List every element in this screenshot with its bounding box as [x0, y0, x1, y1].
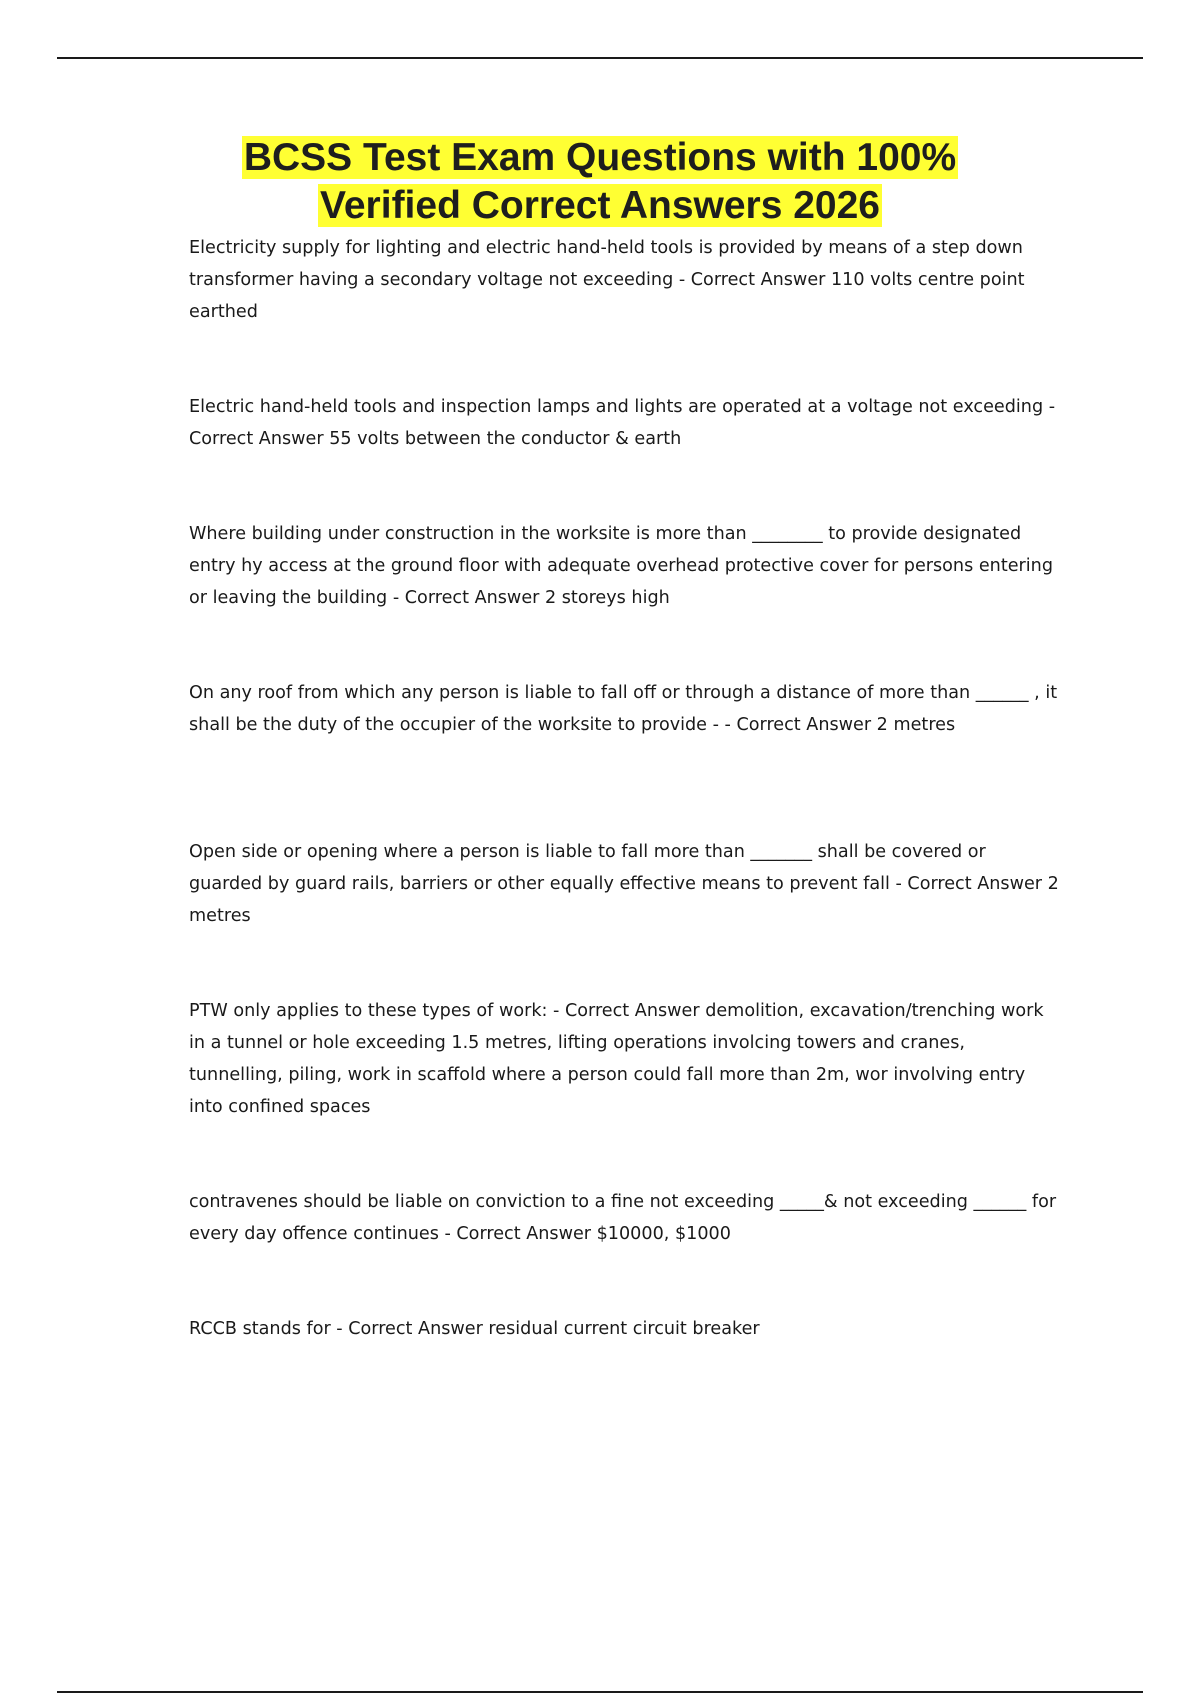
title-line-2: Verified Correct Answers 2026 — [320, 184, 880, 227]
qa-item-5: Open side or opening where a person is liable to fall more than _______ shall be covered or guarded by guard rails, barriers or other equally effective means to prevent fall - Correct Answer 2 metres — [189, 842, 1059, 926]
qa-item-6: PTW only applies to these types of work: - Correct Answer demolition, excavation/trenching work in a tunnel or hole exceeding 1.5 metres, lifting operations involcing towers and cranes, tunnelling, piling, work in scaffold where a person could fall more than 2m, wor involving entry into confined spaces — [189, 1001, 1044, 1117]
footer-rule — [57, 1691, 1143, 1693]
header-rule — [57, 57, 1143, 59]
title-line-1: BCSS Test Exam Questions with 100% — [243, 136, 957, 179]
qa-item-7: contravenes should be liable on conviction to a fine not exceeding _____& not exceeding ______ for every day offence continues - Correct Answer $10000, $1000 — [189, 1192, 1057, 1244]
document-title — [120, 134, 1080, 230]
qa-item-2: Electric hand-held tools and inspection lamps and lights are operated at a voltage not exceeding - Correct Answer 55 volts between the conductor & earth — [189, 397, 1056, 449]
qa-item-4: On any roof from which any person is liable to fall off or through a distance of more than ______ , it shall be the duty of the occupier of the worksite to provide - - Correct Answer 2 metres — [189, 683, 1058, 735]
qa-item-1: Electricity supply for lighting and electric hand-held tools is provided by means of a step down transformer having a secondary voltage not exceeding - Correct Answer 110 volts centre point earthed — [189, 238, 1025, 322]
qa-item-8: RCCB stands for - Correct Answer residual current circuit breaker — [189, 1319, 760, 1339]
qa-item-3: Where building under construction in the worksite is more than ________ to provide designated entry hy access at the ground floor with adequate overhead protective cover for persons entering or leaving the building - Correct Answer 2 storeys high — [189, 524, 1053, 608]
